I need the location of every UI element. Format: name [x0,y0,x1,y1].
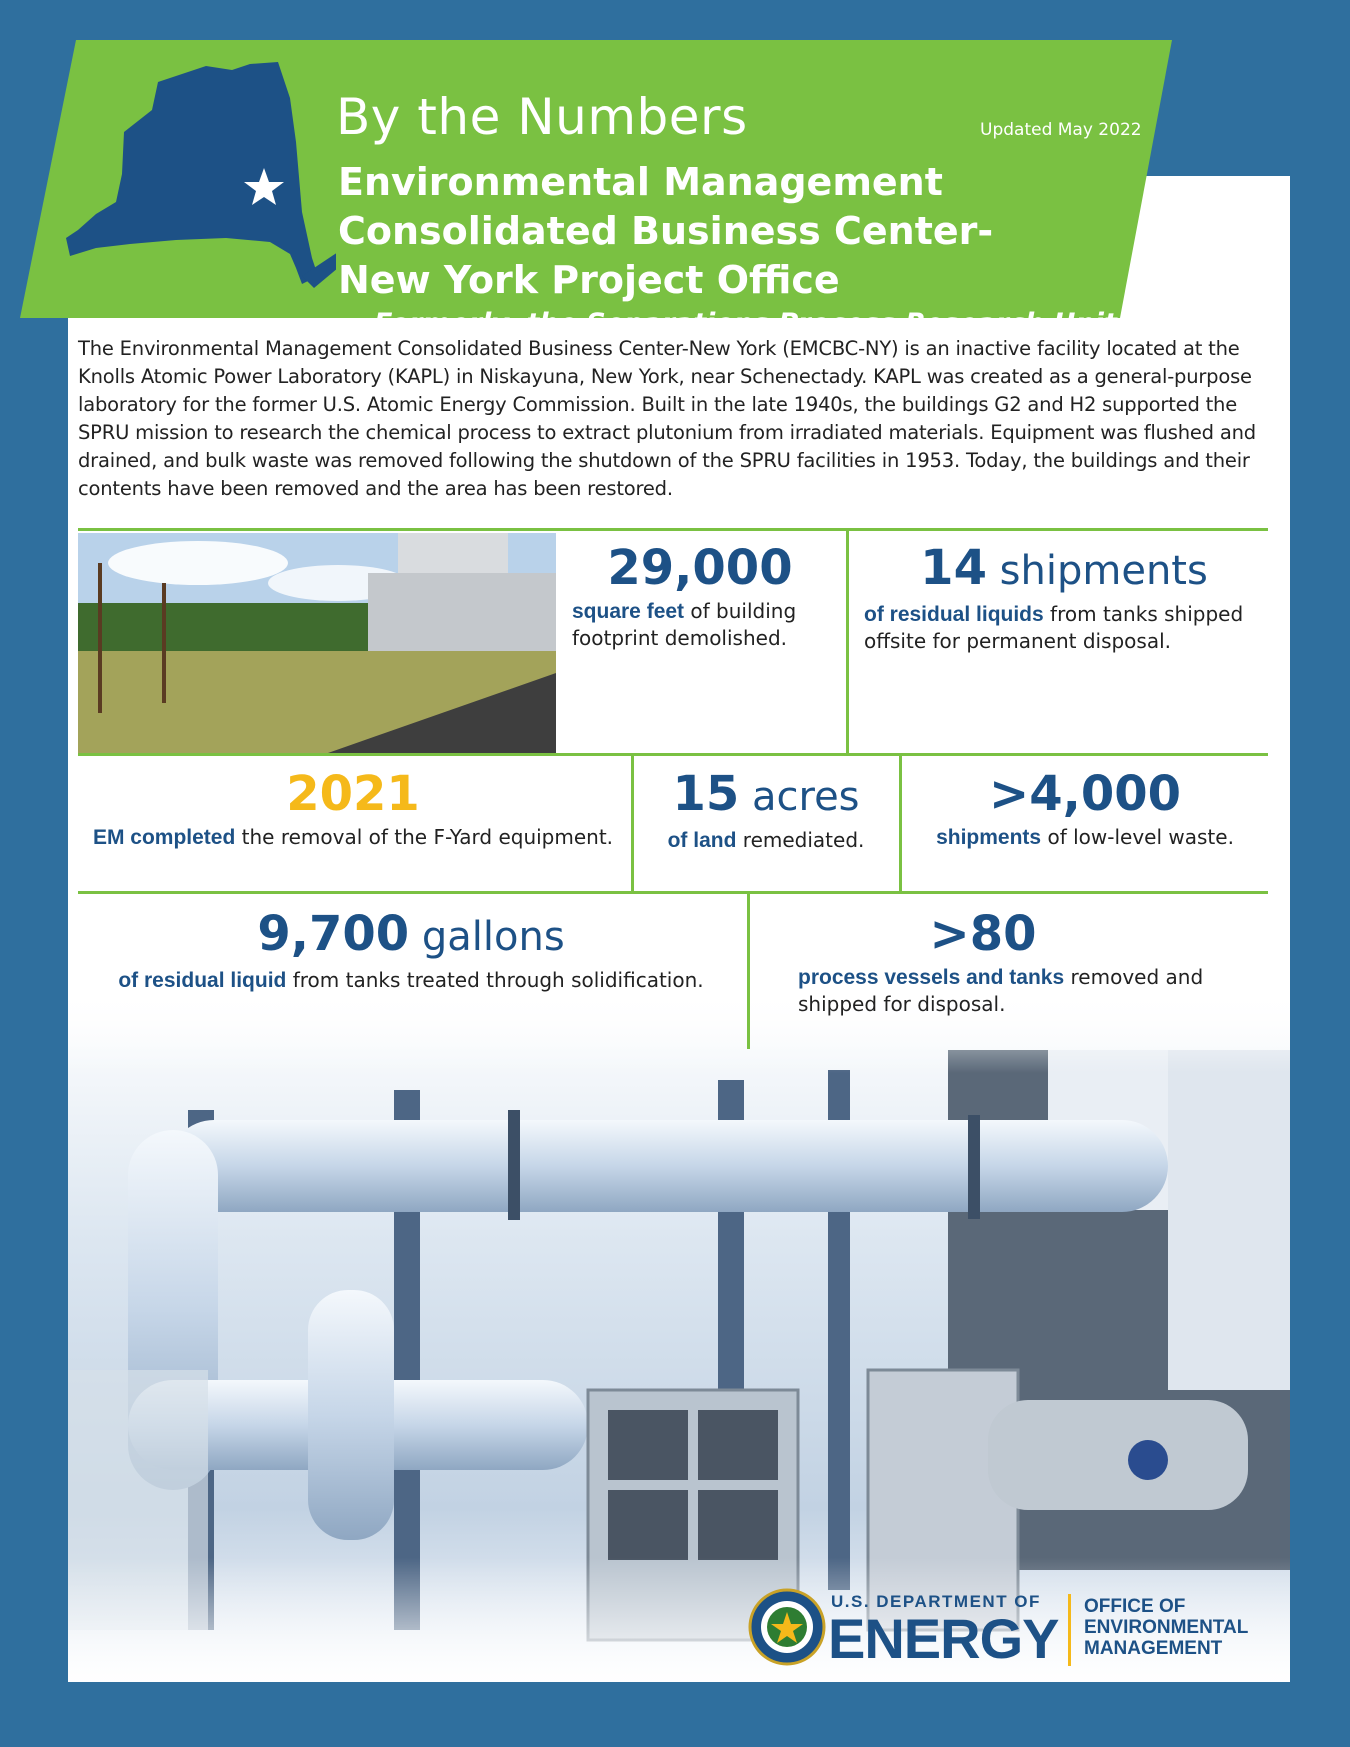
stat-acres-unit: acres [739,774,860,820]
subtitle-line-1: Environmental Management [338,160,943,204]
stat-liquid-shipments-value: 14 [920,540,987,596]
stat-gallons-highlight: of residual liquid [118,969,287,992]
office-line-3: MANAGEMENT [1084,1638,1223,1659]
stat-llw-shipments-text: of low-level waste. [1041,825,1234,849]
stat-liquid-shipments-text: from tanks shipped offsite for permanent disposal. [864,602,1244,653]
stat-liquid-shipments-unit: shipments [986,548,1208,594]
updated-date: Updated May 2022 [980,120,1142,140]
stat-vessels-highlight: process vessels and tanks [798,966,1065,989]
stat-llw-shipments [902,764,1268,851]
office-name [1084,1596,1248,1659]
stat-vessels-text: removed and shipped for disposal. [798,965,1204,1016]
subtitle-line-3: New York Project Office [338,258,840,302]
stat-liquid-shipments [864,538,1264,655]
formerly-name: Formerly, the Separations Process Research Unit [374,308,1117,339]
divider-col-a [846,528,849,754]
stat-year-highlight: EM completed [92,826,236,849]
stat-year [78,764,628,851]
stat-year-text: the removal of the F-Yard equipment. [235,825,614,849]
doe-energy-wordmark: ENERGY [828,1607,1059,1670]
stat-llw-shipments-value: >4,000 [988,766,1182,822]
stat-acres [634,764,898,854]
stat-year-value: 2021 [286,766,420,822]
stat-vessels-value: >80 [929,906,1037,962]
intro-paragraph: The Environmental Management Consolidated Business Center-New York (EMCBC-NY) is an inactive facility located at the Knolls Atomic Power Laboratory (KAPL) in Niskayuna, New York, near Schenectady. KAPL was created as a general-purpose laboratory for the former U.S. Atomic Energy Commission. Built in the late 1940s, the buildings G2 and H2 supported the SPRU mission to research the chemical process to extract plutonium from irradiated materials. Equipment was flushed and drained, and bulk waste was removed following the shutdown of the SPRU facilities in 1953. Today, the buildings and their contents have been removed and the area has been restored. [78,337,1256,500]
doe-department-line: U.S. DEPARTMENT OF [831,1592,1041,1611]
stat-gallons-text: from tanks treated through solidification. [286,968,704,992]
subtitle-line-2: Consolidated Business Center- [338,209,994,253]
doe-logo [748,1588,1268,1670]
stat-footprint-highlight: square feet [572,600,685,623]
office-line-2: ENVIRONMENTAL [1084,1617,1249,1638]
new-york-map-icon [56,62,336,302]
stat-footprint-value: 29,000 [607,540,793,596]
divider-row-1 [78,528,1268,531]
doe-seal-icon [748,1588,826,1666]
stat-liquid-shipments-highlight: of residual liquids [864,603,1044,626]
divider-row-2 [78,753,1268,756]
stat-llw-shipments-highlight: shipments [936,826,1042,849]
stat-footprint-text: of building footprint demolished. [572,599,797,650]
stat-acres-highlight: of land [667,829,737,852]
stat-footprint [572,538,828,652]
office-line-1: OFFICE OF [1084,1596,1186,1617]
pipes-photo [68,990,1290,1682]
stat-gallons [78,904,744,994]
logo-divider [1068,1594,1071,1666]
page-title: By the Numbers [336,88,748,146]
page-subtitle [338,158,1038,305]
site-photo [78,533,556,753]
stat-acres-value: 15 [672,766,740,822]
divider-col-d [747,891,750,1049]
header-banner [20,40,1172,339]
stat-gallons-unit: gallons [409,914,565,960]
stat-vessels [798,904,1238,1018]
divider-row-3 [78,891,1268,894]
stat-gallons-value: 9,700 [257,906,410,962]
stat-acres-text: remediated. [736,828,865,852]
